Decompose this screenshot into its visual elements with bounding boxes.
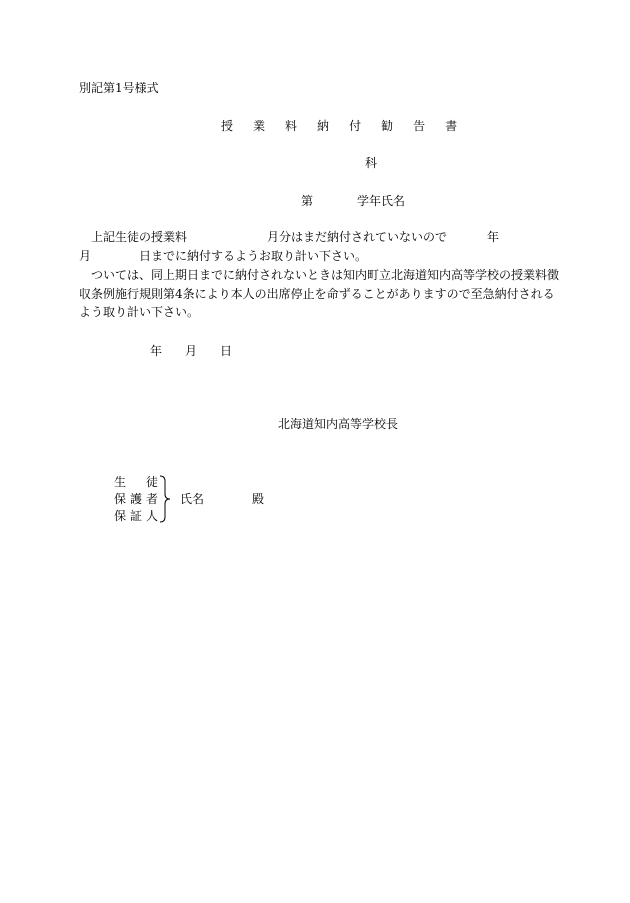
title-char: 書 xyxy=(445,119,458,133)
title-char: 納 xyxy=(317,119,330,133)
recipient-char: 者 xyxy=(145,492,158,506)
title-char: 授 xyxy=(221,119,234,133)
grade-name-label: 学年氏名 xyxy=(357,194,406,208)
title-char: 業 xyxy=(253,119,266,133)
recipient-char: 護 xyxy=(129,492,142,506)
form-number: 別記第1号様式 xyxy=(79,81,159,95)
issuer: 北海道知内高等学校長 xyxy=(278,417,399,431)
document-title xyxy=(221,120,457,132)
title-char: 告 xyxy=(413,119,426,133)
date-month: 月 xyxy=(185,344,198,358)
date-day: 日 xyxy=(220,344,233,358)
body-line4: 収条例施行規則第4条により本人の出席停止を命ずることがありますので至急納付される xyxy=(79,287,555,301)
recipient-char: 証 xyxy=(129,509,142,523)
body-line5: よう取り計い下さい。 xyxy=(79,305,200,319)
body-line2-rest: 日までに納付するようお取り計い下さい。 xyxy=(139,249,368,263)
recipient-surety xyxy=(114,510,158,522)
recipient-char: 生 xyxy=(114,475,127,489)
honorific: 殿 xyxy=(252,492,265,506)
department-suffix: 科 xyxy=(365,156,378,170)
recipient-char: 保 xyxy=(114,509,127,523)
recipient-guardian xyxy=(114,493,158,505)
right-brace-icon xyxy=(158,475,172,523)
recipient-student xyxy=(114,476,158,488)
body-line1-b: 月分はまだ納付されていないので xyxy=(267,230,448,244)
body-line3: ついては、同上期日までに納付されないときは知内町立北海道知内高等学校の授業料徴 xyxy=(91,268,560,282)
body-line1-year: 年 xyxy=(487,230,500,244)
name-label: 氏名 xyxy=(180,492,205,506)
recipient-char: 徒 xyxy=(145,475,158,489)
body-line2-month: 月 xyxy=(79,249,92,263)
title-char: 付 xyxy=(349,119,362,133)
recipient-char: 保 xyxy=(114,492,127,506)
grade-prefix: 第 xyxy=(301,194,314,208)
body-line1-a: 上記生徒の授業料 xyxy=(91,230,188,244)
date-year: 年 xyxy=(150,344,163,358)
recipient-char: 人 xyxy=(145,509,158,523)
title-char: 料 xyxy=(285,119,298,133)
title-char: 勧 xyxy=(381,119,394,133)
